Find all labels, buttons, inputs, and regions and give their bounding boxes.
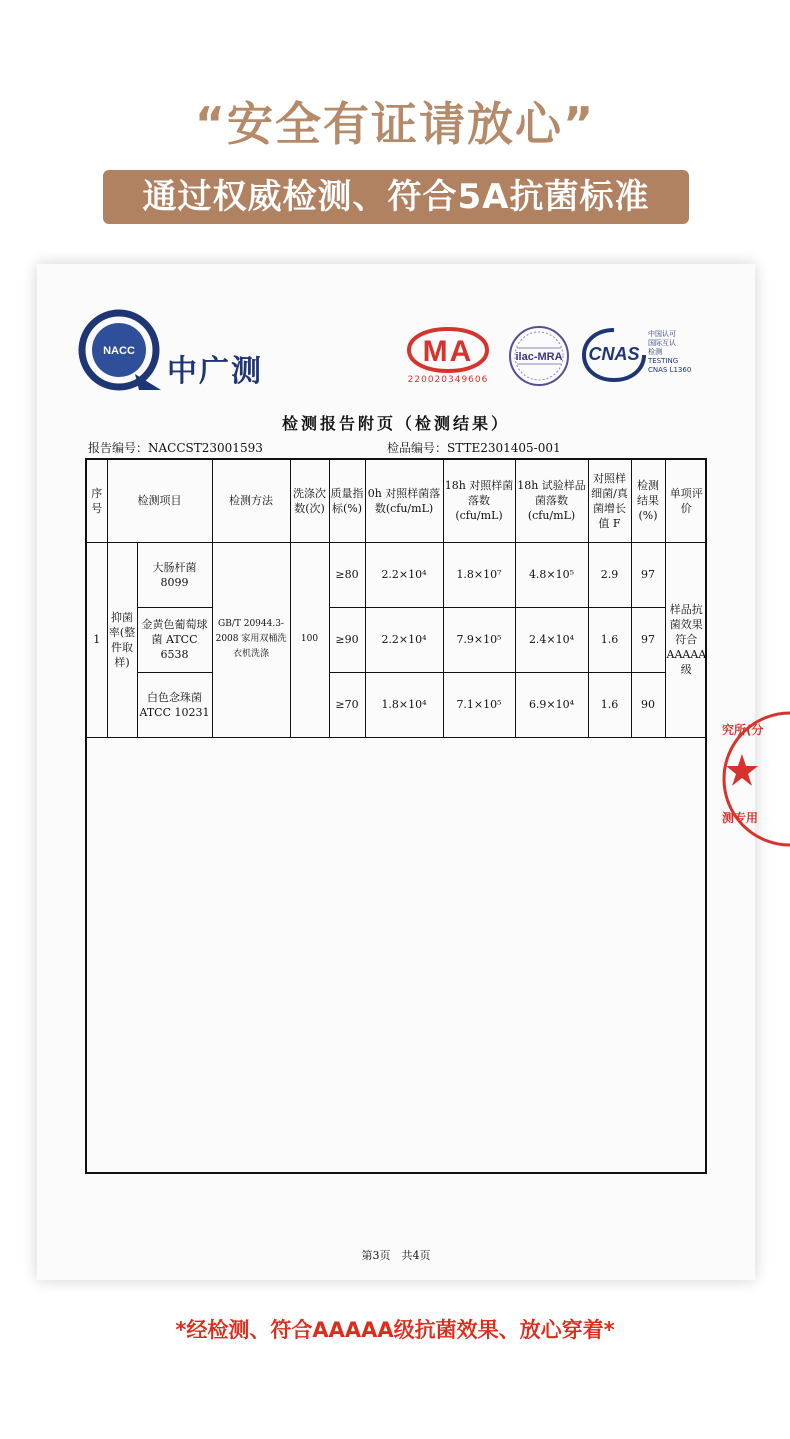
organism-cell: 金黄色葡萄球菌 ATCC 6538 [137,607,212,672]
growth-value-cell: 1.6 [588,607,631,672]
footer-note: *经检测、符合AAAAA级抗菌效果、放心穿着* [175,1318,615,1342]
table-row [87,672,707,737]
evaluation-cell: 样品抗菌效果符合AAAAA级 [665,542,707,737]
control-18h-cell: 7.9×10⁵ [443,607,515,672]
header-0h-control: 0h 对照样菌落数(cfu/mL) [365,460,443,542]
nacc-badge-text: NACC [103,345,135,357]
sample-number-label: 检品编号： [387,441,448,455]
washes-cell: 100 [290,542,329,737]
item-group-cell: 抑菌率(整件取样) [107,542,137,737]
growth-value-cell: 2.9 [588,542,631,607]
table-row [87,607,707,672]
results-table-frame [85,458,707,1174]
method-cell: GB/T 20944.3-2008 家用双桶洗衣机洗涤 [212,542,290,737]
cnas-text: CNAS [588,344,640,364]
cnas-mark-icon [582,328,646,382]
report-number-label: 报告编号： [88,441,149,455]
header-seq: 序号 [87,460,107,542]
cnas-caption [648,330,691,375]
header-method: 检测方法 [212,460,290,542]
sample-number-value: STTE2301405-001 [447,441,561,455]
report-number [88,439,263,456]
quality-index-cell: ≥70 [329,672,365,737]
seal-text-top: 究所(分 [722,723,764,737]
headline: “安全有证请放心” [194,97,596,151]
table-header-row [87,460,707,542]
cnas-line: CNAS L1360 [648,366,692,374]
test-18h-cell: 4.8×10⁵ [515,542,588,607]
header-growth-value: 对照样细菌/真菌增长值 F [588,460,631,542]
results-table [87,460,707,738]
header-item: 检测项目 [107,460,212,542]
nacc-logo-icon [75,310,165,390]
report-number-value: NACCST23001593 [148,441,263,455]
cma-mark-icon [403,326,493,374]
control-18h-cell: 1.8×10⁷ [443,542,515,607]
test-18h-cell: 6.9×10⁴ [515,672,588,737]
header-washes: 洗涤次数(次) [290,460,329,542]
quality-index-cell: ≥90 [329,607,365,672]
header-18h-test: 18h 试验样品菌落数(cfu/mL) [515,460,588,542]
seal-text-bottom: 测专用 [722,811,759,825]
header-result: 检测结果(%) [631,460,665,542]
quality-index-cell: ≥80 [329,542,365,607]
cnas-line: 国际互认 [648,339,676,347]
control-0h-cell: 2.2×10⁴ [365,607,443,672]
official-seal-icon [720,704,764,854]
header-quality-index: 质量指标(%) [329,460,365,542]
sample-number [387,439,561,456]
subtitle-banner: 通过权威检测、符合5A抗菌标准 [103,170,689,224]
control-0h-cell: 2.2×10⁴ [365,542,443,607]
control-18h-cell: 7.1×10⁵ [443,672,515,737]
control-0h-cell: 1.8×10⁴ [365,672,443,737]
cnas-line: 中国认可 [648,330,676,338]
nacc-name: 中广测 [167,354,263,389]
growth-value-cell: 1.6 [588,672,631,737]
cma-text: MA [422,335,474,368]
header-18h-control: 18h 对照样菌落数(cfu/mL) [443,460,515,542]
table-row [87,542,707,607]
ilac-mra-icon [507,324,571,388]
result-cell: 97 [631,542,665,607]
organism-cell: 白色念珠菌 ATCC 10231 [137,672,212,737]
page-number: 第3页 共4页 [361,1249,431,1262]
ilac-text: ilac-MRA [515,351,563,363]
cma-number: 220020349606 [407,375,489,385]
result-cell: 90 [631,672,665,737]
organism-cell: 大肠杆菌 8099 [137,542,212,607]
result-cell: 97 [631,607,665,672]
report-title: 检测报告附页（检测结果） [281,414,510,433]
cnas-line: 检测 [648,348,662,356]
report-sheet [37,264,764,1280]
seq-cell: 1 [87,542,107,737]
test-18h-cell: 2.4×10⁴ [515,607,588,672]
cnas-line: TESTING [648,357,679,365]
header-evaluation: 单项评价 [665,460,707,542]
